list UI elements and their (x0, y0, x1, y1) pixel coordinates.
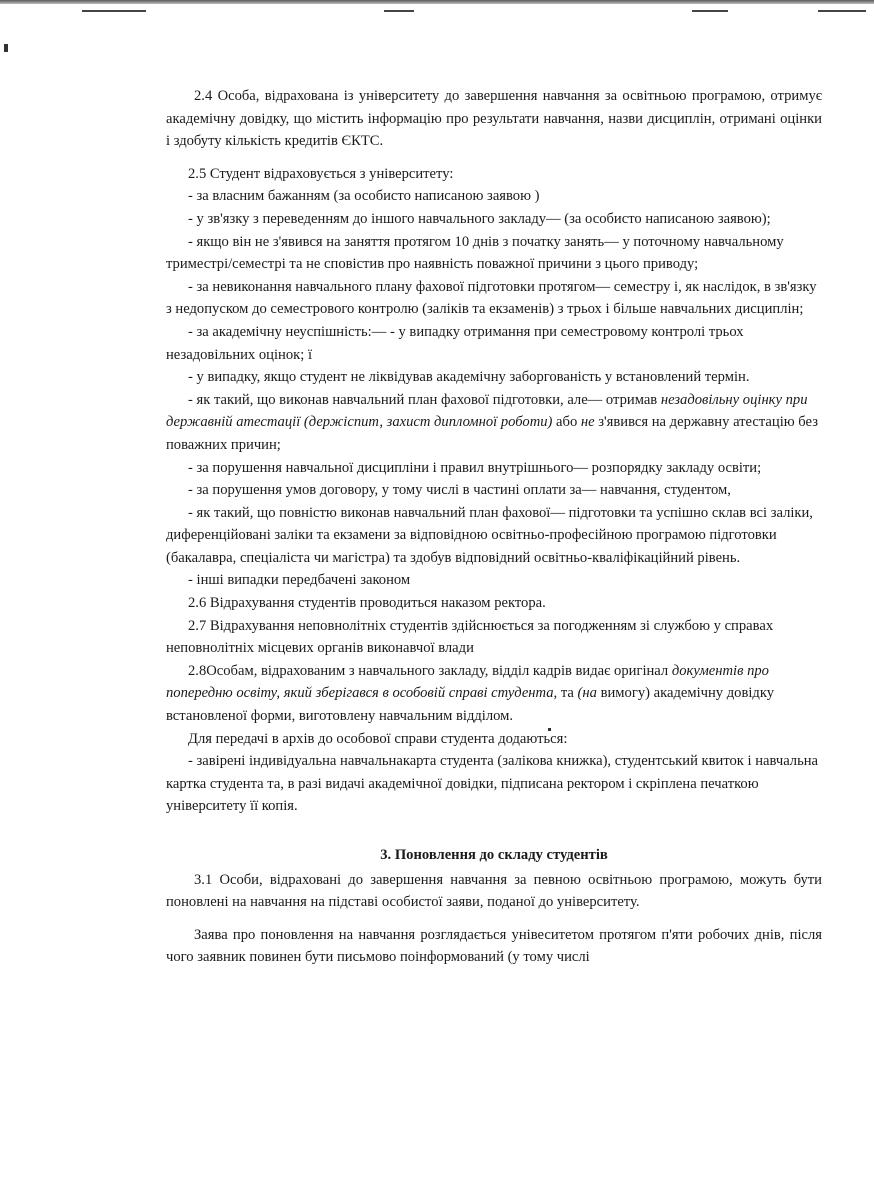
clause-2-7: 2.7 Відрахування неповнолітніх студентів здійснюється за погодженням зі службою у справах неповнолітніх місцевих органів виконавчої влади (166, 617, 774, 657)
clause-2-6: 2.6 Відрахування студентів проводиться наказом ректора. (188, 595, 546, 612)
document-page (166, 85, 822, 969)
clause-2-8 (166, 660, 822, 728)
scan-artifact-line (82, 10, 146, 12)
text-run: або (552, 414, 581, 431)
section-3-title: 3. Поновлення до складу студентів (380, 847, 608, 863)
clause-2-5-item: - у випадку, якщо студент не ліквідував академічну заборгованість у встановлений термін. (188, 369, 750, 386)
italic-text: не (580, 414, 595, 431)
italic-text: (на (577, 685, 597, 702)
clause-2-5-item: - за власним бажанням (за особисто написаною заявою ) (188, 188, 540, 205)
text-run: - як такий, що виконав навчальний план фахової підготовки, але— отримав (188, 391, 661, 408)
clause-2-5-item: - як такий, що повністю виконав навчальний план фахової— підготовки та успішно склав всі заліки, диференційовані заліки та екзамени за відповідною освітньо-професійною програмою підготовки (бакалавра, спеціаліста чи магістра) та здобув відповідний освітньо-кваліфікаційний рівень. (166, 504, 813, 566)
scan-artifact-line (692, 10, 728, 12)
text-run: 2.8Особам, відрахованим з навчального закладу, відділ кадрів видає оригінал (188, 662, 672, 679)
clause-2-5-intro: 2.5 Студент відраховується з університету: (188, 165, 454, 182)
clause-3-1: 3.1 Особи, відраховані до завершення навчання за певною освітньою програмою, можуть бути поновлені на навчання на підставі особистої заяви, поданої до університету. (166, 871, 822, 911)
italic-text: незадовільну оцінку при державній атестації (держіспит, захист дипломної роботи) (166, 391, 808, 431)
clause-2-4: 2.4 Особа, відрахована із університету до завершення навчання за освітньою програмою, отримує академічну довідку, що містить інформацію про результати навчання, назви дисциплін, отримані оцінки і здобуту кількість кредитів ЄКТС. (166, 88, 822, 150)
clause-2-5-item: - за порушення навчальної дисципліни і правил внутрішнього— розпорядку закладу освіти; (188, 459, 762, 476)
text-run: вимогу) академічну довідку встановленої форми, виготовлену навчальним відділом. (166, 685, 775, 725)
italic-text: документів про попередню освіту, який зберігався в особовій справі студента, (166, 662, 769, 702)
archive-list-item: - завірені індивідуальна навчальнакарта студента (залікова книжка), студентський квиток і навчальна картка студента та, в разі видачі академічної довідки, підписана ректором і скріплена печаткою університету її копія. (166, 753, 819, 815)
clause-2-5-item (166, 389, 822, 457)
clause-2-5-item: - за порушення умов договору, у тому числі в частині оплати за— навчання, студентом, (188, 482, 731, 499)
scan-speck (4, 44, 8, 52)
clause-3-2: Заява про поновлення на навчання розглядається унівеситетом протягом п'яти робочих днів, після чого заявник повинен бути письмово поінформований (у тому числі (166, 926, 822, 966)
archive-intro: Для передачі в архів до особової справи студента додаються: (188, 730, 568, 747)
text-run: з'явився на державну атестацію без поважних причин; (166, 414, 818, 453)
clause-2-5-item: - якщо він не з'явився на заняття протягом 10 днів з початку занять— у поточному навчальному триместрі/семестрі та не сповістив про наявність поважної причини з цього приводу; (166, 233, 784, 273)
scan-artifact-line (384, 10, 414, 12)
clause-2-5-item: - за академічну неуспішність:— - у випадку отримання при семестровому контролі трьох незадовільних оцінок; ї (166, 323, 744, 363)
scan-artifact-line (818, 10, 866, 12)
text-run: та (557, 685, 578, 702)
clause-2-5-item: - інші випадки передбачені законом (188, 572, 411, 589)
scan-top-border (0, 0, 874, 4)
clause-2-5-item: - за невиконання навчального плану фахової підготовки протягом— семестру і, як наслідок, в зв'язку з недопуском до семестрового контролю (заліків та екзаменів) з трьох і більше навчальних дисциплін; (166, 278, 817, 318)
clause-2-5-item: - у зв'язку з переведенням до іншого навчального закладу— (за особисто написаною заявою); (188, 210, 771, 227)
